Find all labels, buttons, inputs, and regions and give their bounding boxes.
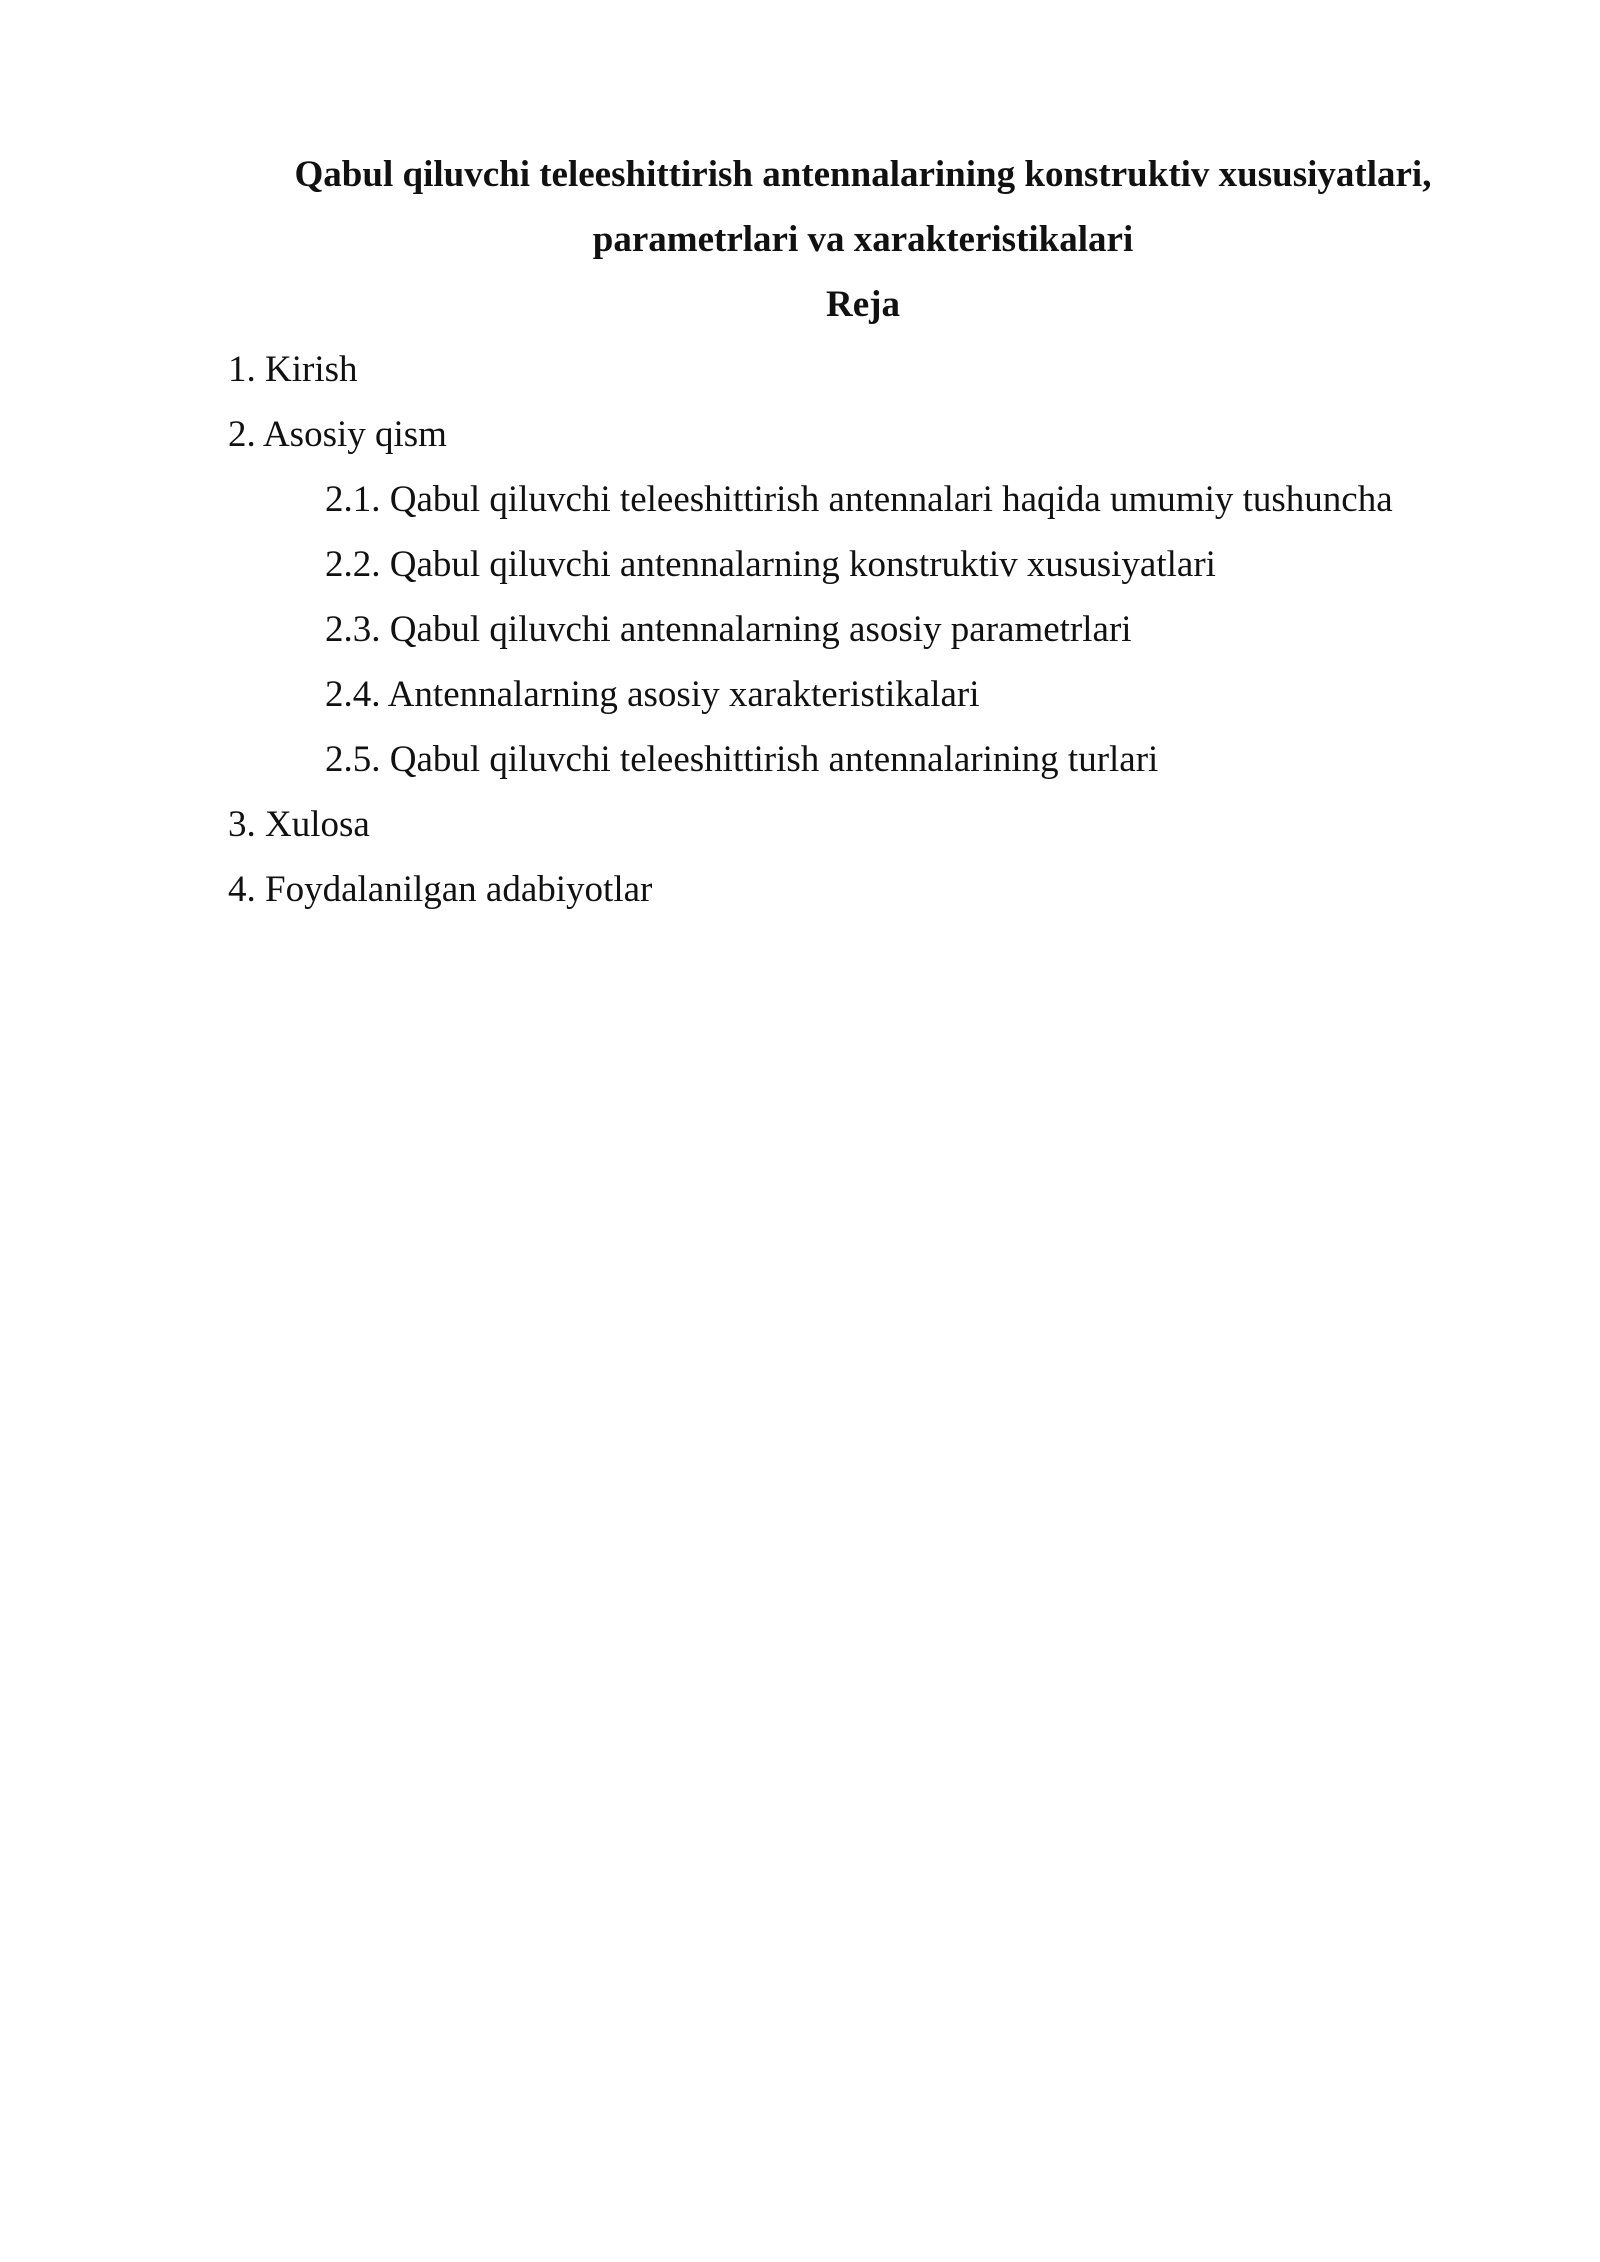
- document-title-line-2: parametrlari va xarakteristikalari: [592, 219, 1134, 260]
- toc-subitem-2-4: 2.4. Antennalarning asosiy xarakteristikalari: [325, 674, 980, 715]
- toc-item-adabiyotlar: 4. Foydalanilgan adabiyotlar: [228, 869, 653, 910]
- plan-heading: Reja: [826, 284, 900, 325]
- toc-subitem-2-2: 2.2. Qabul qiluvchi antennalarning konstruktiv xususiyatlari: [325, 544, 1216, 585]
- toc-subitem-2-3: 2.3. Qabul qiluvchi antennalarning asosiy parametrlari: [325, 609, 1132, 650]
- toc-subitem-2-5: 2.5. Qabul qiluvchi teleeshittirish antennalarining turlari: [325, 739, 1159, 780]
- toc-subitem-2-1: 2.1. Qabul qiluvchi teleeshittirish antennalari haqida umumiy tushuncha: [325, 479, 1393, 520]
- toc-item-asosiy-qism: 2. Asosiy qism: [228, 414, 447, 455]
- toc-item-kirish: 1. Kirish: [228, 349, 358, 390]
- toc-item-xulosa: 3. Xulosa: [228, 804, 370, 845]
- document-title-line-1: Qabul qiluvchi teleeshittirish antennalarining konstruktiv xususiyatlari,: [294, 154, 1432, 195]
